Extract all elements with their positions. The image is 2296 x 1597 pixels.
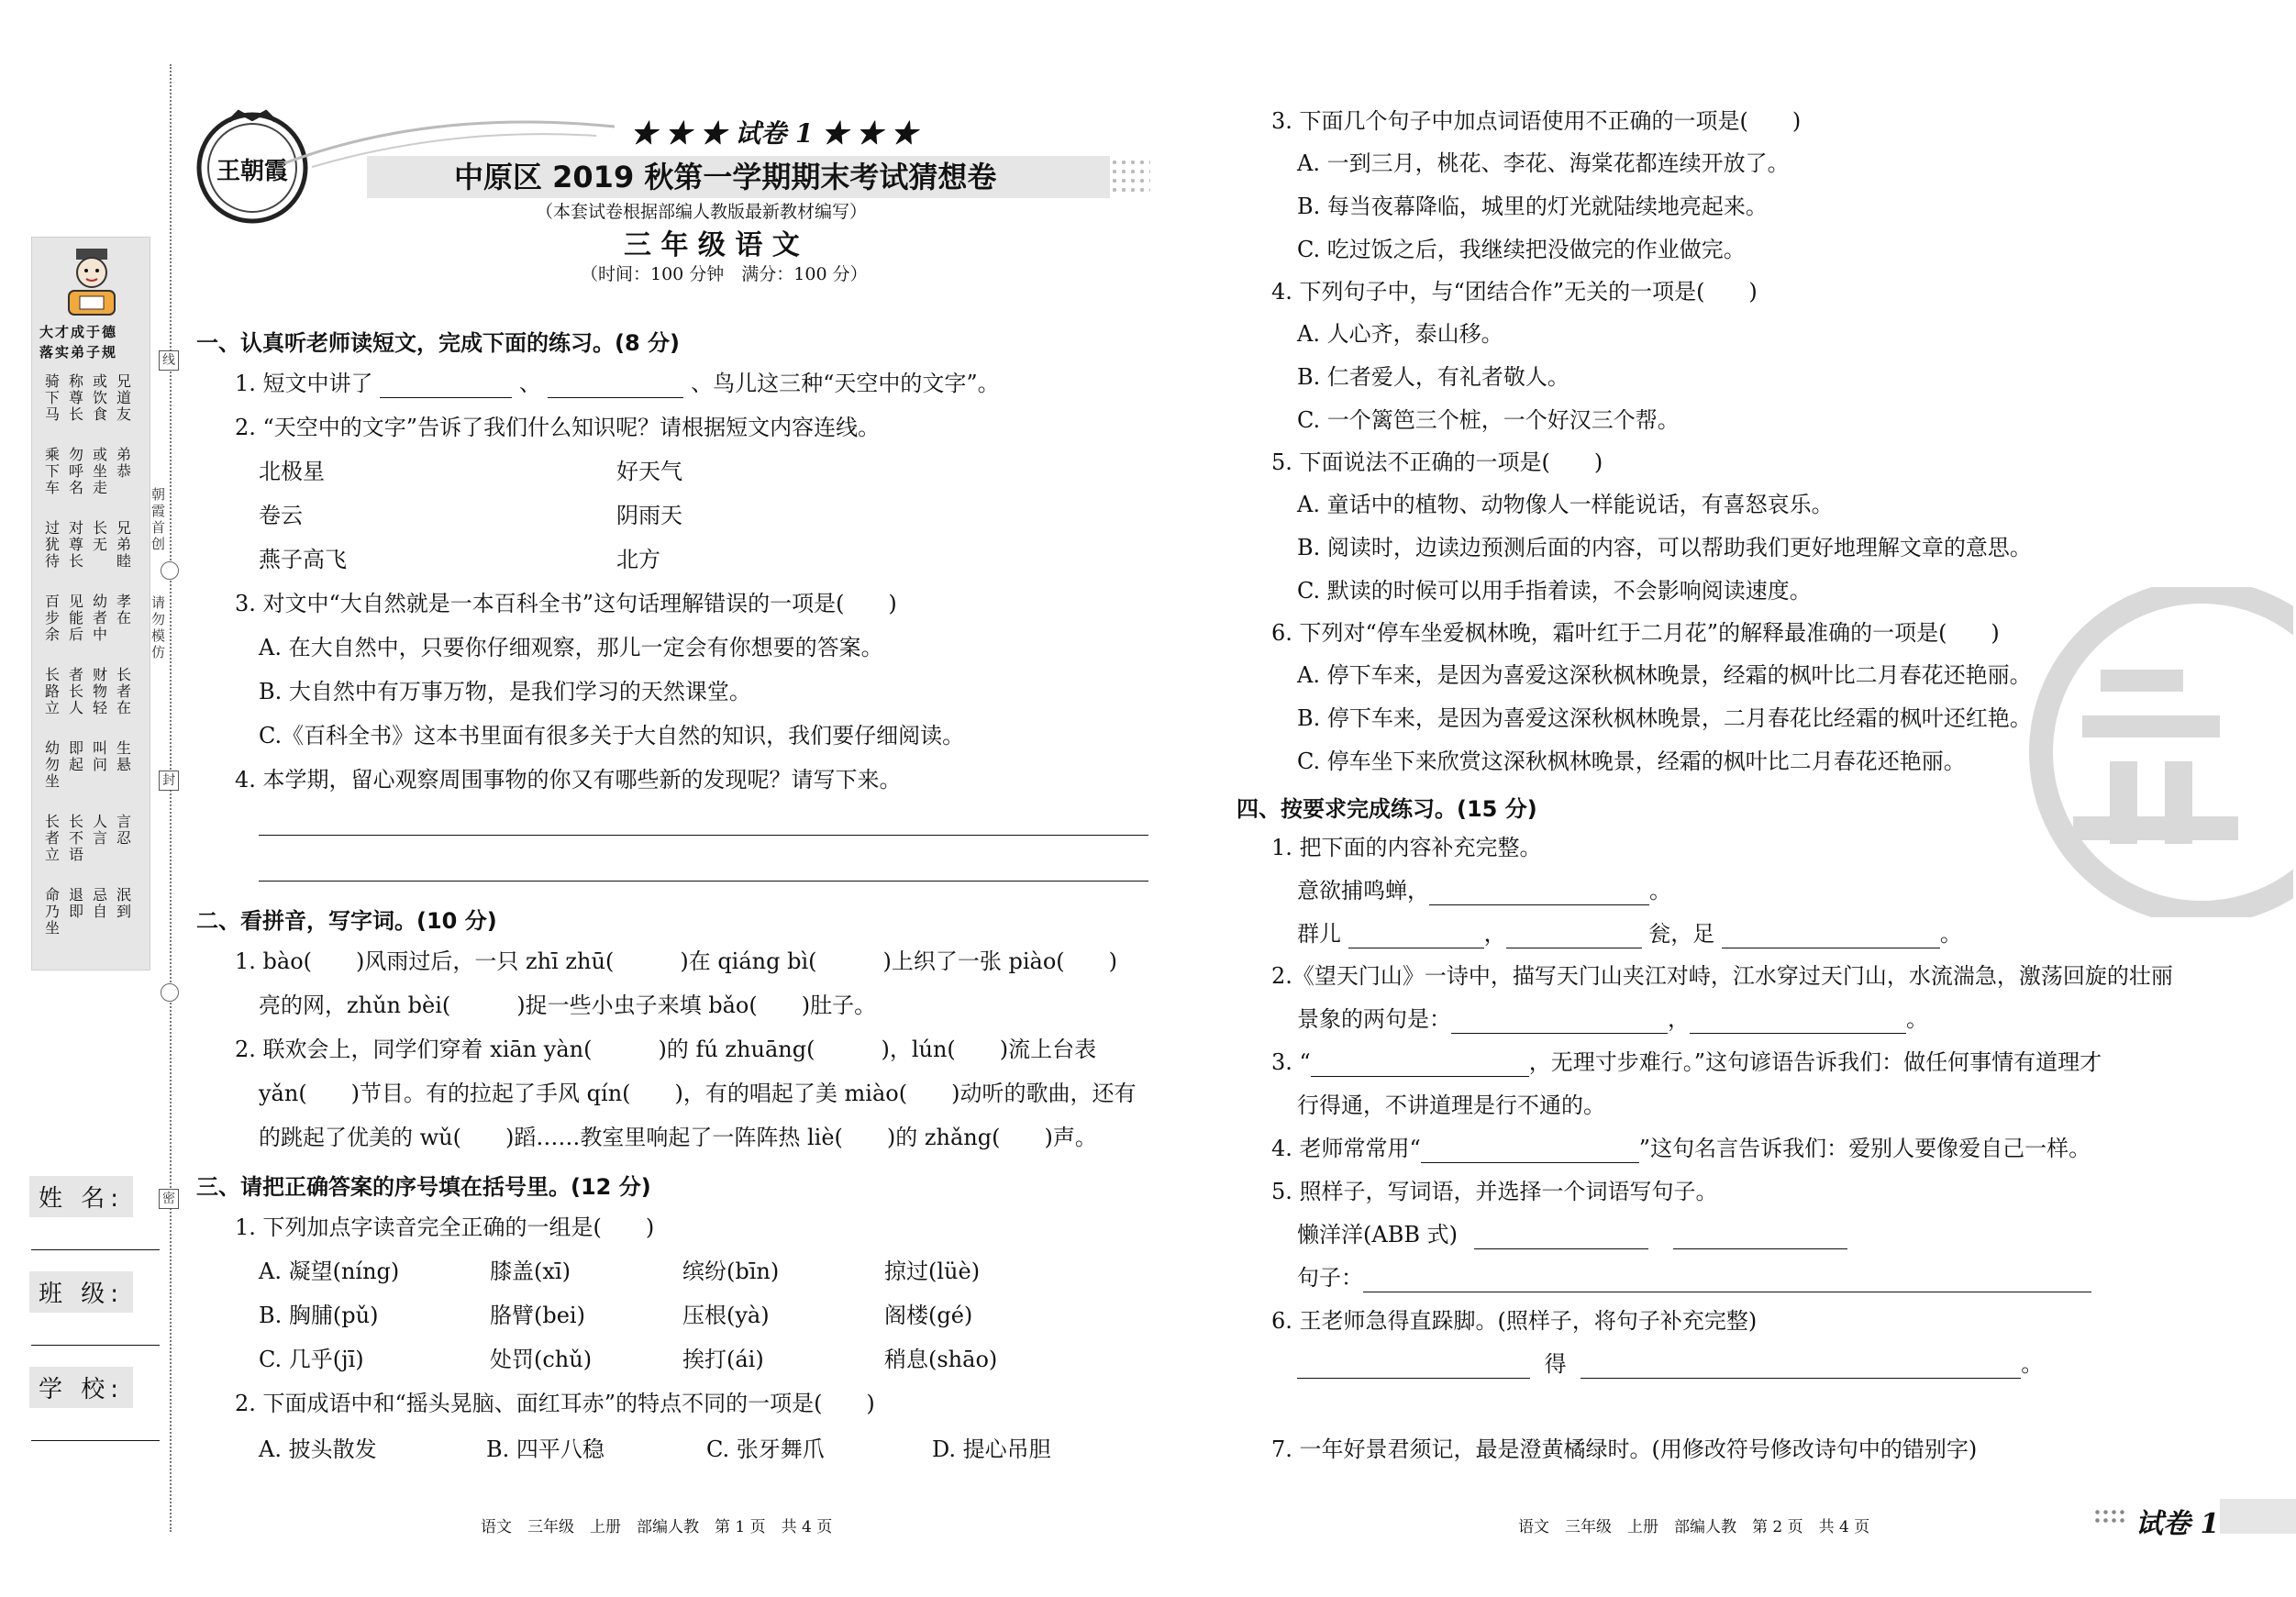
q3-1-c-1[interactable]: C. 几乎(jī)	[259, 1347, 364, 1372]
sidebar-column: 命乃坐	[45, 886, 61, 937]
match-left-1[interactable]: 北极星	[259, 459, 325, 484]
seal-mark-xian: 线	[159, 350, 179, 371]
q2-2-line-1[interactable]: 2. 联欢会上，同学们穿着 xiān yàn( )的 fú zhuāng( )，lún( )流上台表	[235, 1037, 1097, 1062]
match-left-2[interactable]: 卷云	[259, 503, 303, 528]
q4-2-line-1: 2.《望天门山》一诗中，描写天门山夹江对峙，江水穿过天门山，水流湍急，激荡回旋的壮丽	[1271, 963, 2173, 989]
watermark-seal	[2018, 587, 2293, 917]
match-right-3[interactable]: 北方	[616, 547, 660, 572]
sidebar-column: 泯到	[116, 886, 132, 920]
q3-6-option-b[interactable]: B. 停下车来，是因为喜爱这深秋枫林晚景，二月春花比经霜的枫叶还红艳。	[1297, 705, 2032, 731]
q3-1-b-4: 阁楼(gé)	[884, 1303, 973, 1328]
q1-3-option-c[interactable]: C.《百科全书》这本书里面有很多关于大自然的知识，我们要仔细阅读。	[259, 723, 965, 749]
sidebar-column: 兄道友	[116, 372, 132, 423]
q4-5-word-blank-1[interactable]	[1474, 1225, 1648, 1249]
exam-subject: 三 年 级 语 文	[624, 229, 800, 261]
binding-hole-2	[161, 983, 179, 1002]
exam-badge: ★ ★ ★ 试卷 1 ★ ★ ★	[631, 118, 917, 149]
exam-time-info: （时间：100 分钟 满分：100 分）	[581, 264, 868, 284]
q4-1-b-end: 。	[1939, 921, 1962, 947]
q4-2-blank-2[interactable]	[1690, 1010, 1906, 1034]
q3-2-option-d[interactable]: D. 提心吊胆	[932, 1436, 1051, 1462]
match-left-3[interactable]: 燕子高飞	[259, 547, 347, 572]
section-4-title: 四、按要求完成练习。(15 分)	[1237, 796, 1537, 822]
sidebar-column: 长不语	[69, 813, 84, 863]
name-label: 姓 名:	[29, 1176, 133, 1217]
sidebar-motto-panel	[31, 237, 150, 970]
sidebar-column: 勿呼名	[69, 446, 84, 496]
q4-5-sentence-label: 句子：	[1297, 1265, 1363, 1291]
q1-3: 3. 对文中“大自然就是一本百科全书”这句话理解错误的一项是( )	[235, 591, 897, 616]
section-2-title: 二、看拼音，写字词。(10 分)	[196, 908, 497, 934]
q4-5-example: 懒洋洋(ABB 式)	[1297, 1222, 1458, 1248]
q3-1-a-2: 膝盖(xī)	[490, 1259, 571, 1284]
q4-1-b	[1297, 919, 1962, 948]
sidebar-column: 长路立	[45, 666, 61, 716]
q3-1-b-2: 胳臂(bei)	[490, 1303, 585, 1328]
q4-4-lead: 4. 老师常常用“	[1271, 1136, 1421, 1161]
q4-2-end: 。	[1906, 1006, 1928, 1032]
q2-2-line-2[interactable]: yǎn( )节目。有的拉起了手风 qín( )，有的唱起了美 miào( )动听的歌曲，还有	[259, 1081, 1137, 1106]
sidebar-column: 长无	[93, 519, 108, 553]
q2-1-line-1[interactable]: 1. bào( )风雨过后，一只 zhī zhū( )在 qiáng bì( )上织了一张 piào( )	[235, 948, 1118, 974]
name-field[interactable]	[31, 1249, 160, 1250]
q3-1-a-4: 掠过(lüè)	[884, 1259, 981, 1284]
sidebar-column: 叫问	[93, 739, 108, 773]
q3-5: 5. 下面说法不正确的一项是( )	[1271, 449, 1603, 475]
q3-2-option-a[interactable]: A. 披头散发	[259, 1436, 377, 1462]
sidebar-column: 即起	[69, 739, 84, 773]
sidebar-column: 人言	[93, 813, 108, 847]
sidebar-column: 言忍	[116, 813, 132, 847]
q4-5-a	[1297, 1220, 1847, 1249]
sidebar-column: 称尊长	[69, 372, 84, 423]
q3-4-option-b[interactable]: B. 仁者爱人，有礼者敬人。	[1297, 364, 1569, 390]
class-field[interactable]	[31, 1345, 160, 1346]
q4-4-tail: ”这句名言告诉我们：爱别人要像爱自己一样。	[1638, 1136, 2091, 1161]
q3-1-b-1[interactable]: B. 胸脯(pǔ)	[259, 1303, 379, 1328]
q4-2-line-2	[1297, 1004, 1928, 1034]
q4-6-blank-2[interactable]	[1581, 1355, 2021, 1379]
seal-mark-feng: 封	[159, 771, 179, 791]
sidebar-column: 兄弟睦	[116, 519, 132, 570]
corner-badge: 试卷 1	[2135, 1508, 2220, 1540]
match-right-1[interactable]: 好天气	[616, 459, 682, 484]
q3-5-option-a[interactable]: A. 童话中的植物、动物像人一样能说话，有喜怒哀乐。	[1297, 492, 1834, 517]
q2-1-line-2[interactable]: 亮的网，zhǔn bèi( )捉一些小虫子来填 bǎo( )肚子。	[259, 993, 877, 1018]
q4-7: 7. 一年好景君须记，最是澄黄橘绿时。(用修改符号修改诗句中的错别字)	[1271, 1436, 1978, 1462]
q4-6: 6. 王老师急得直跺脚。(照样子，将句子补充完整)	[1271, 1308, 1758, 1334]
section-1-title: 一、认真听老师读短文，完成下面的练习。(8 分)	[196, 330, 680, 356]
q1-1-sep: 、	[518, 371, 541, 396]
sidebar-column: 孝在	[116, 593, 132, 627]
q4-3-lead: 3. “	[1271, 1049, 1311, 1075]
seal-mark-mi: 密	[159, 1189, 179, 1209]
q1-4: 4. 本学期，留心观察周围事物的你又有哪些新的发现呢？请写下来。	[235, 767, 902, 793]
q3-3-option-a[interactable]: A. 一到三月，桃花、李花、海棠花都连续开放了。	[1297, 150, 1790, 176]
q3-4-option-a[interactable]: A. 人心齐，泰山移。	[1297, 321, 1503, 347]
q3-6-option-c[interactable]: C. 停车坐下来欣赏这深秋枫林晚景，经霜的枫叶比二月春花还艳丽。	[1297, 749, 1966, 774]
q4-1-b-blank-1[interactable]	[1348, 925, 1484, 948]
sidebar-motto-2: 落实弟子规	[39, 344, 118, 360]
q4-5-b	[1297, 1263, 2091, 1292]
q4-1-b-text-1: 群儿	[1297, 921, 1341, 947]
q3-1-c-2: 处罚(chǔ)	[490, 1347, 593, 1372]
q3-2-option-b[interactable]: B. 四平八稳	[486, 1436, 605, 1462]
q3-2-option-c[interactable]: C. 张牙舞爪	[706, 1436, 825, 1462]
q3-3: 3. 下面几个句子中加点词语使用不正确的一项是( )	[1271, 108, 1802, 134]
q3-1-c-3: 挨打(ái)	[682, 1347, 764, 1372]
q1-1-blank-2[interactable]	[548, 374, 683, 398]
q4-1-b-text-2: ，	[1483, 921, 1506, 947]
sidebar-column: 过犹待	[45, 519, 61, 570]
q4-1: 1. 把下面的内容补充完整。	[1271, 835, 1542, 860]
q3-5-option-c[interactable]: C. 默读的时候可以用手指着读，不会影响阅读速度。	[1297, 578, 1812, 604]
sidebar-column: 或饮食	[93, 372, 108, 423]
q4-6-end: 。	[2021, 1351, 2044, 1377]
q4-1-a	[1297, 876, 1671, 905]
sidebar-column: 者长人	[69, 666, 84, 716]
corner-badge-band	[2220, 1499, 2296, 1534]
sidebar-column: 百步余	[45, 593, 61, 643]
q4-5-word-blank-2[interactable]	[1673, 1225, 1847, 1249]
exam-title: 中原区 2019 秋第一学期期末考试猜想卷	[454, 160, 997, 194]
sidebar-column: 长者在	[116, 666, 132, 716]
q4-3-line-1	[1271, 1048, 2102, 1077]
exam-subtitle: （本套试卷根据部编人教版最新教材编写）	[536, 202, 868, 222]
cartoon-scholar	[60, 245, 124, 318]
q4-1-b-blank-2[interactable]	[1506, 925, 1642, 948]
sidebar-column: 幼者中	[93, 593, 108, 643]
q1-3-option-b[interactable]: B. 大自然中有万事万物，是我们学习的天然课堂。	[259, 679, 751, 704]
logo-text: 王朝霞	[216, 158, 288, 185]
match-right-2[interactable]: 阴雨天	[616, 503, 682, 528]
sidebar-column: 见能后	[69, 593, 84, 643]
vertical-note-1: 朝霞首创	[151, 486, 166, 552]
school-field[interactable]	[31, 1440, 160, 1441]
sidebar-column: 弟恭	[116, 446, 132, 480]
q4-1-a-end: 。	[1649, 878, 1671, 904]
sidebar-column: 财物轻	[93, 666, 108, 716]
sidebar-column: 长者立	[45, 813, 61, 863]
sidebar-column: 骑下马	[45, 372, 61, 423]
sidebar-column: 或坐走	[93, 446, 108, 496]
q4-1-a-text: 意欲捕鸣蝉，	[1297, 878, 1429, 904]
q3-6-option-a[interactable]: A. 停下车来，是因为喜爱这深秋枫林晚景，经霜的枫叶比二月春花还艳丽。	[1297, 662, 2032, 688]
q1-1-lead: 1. 短文中讲了	[235, 371, 373, 396]
q4-6-mid: 得	[1544, 1351, 1567, 1377]
q3-3-option-c[interactable]: C. 吃过饭之后，我继续把没做完的作业做完。	[1297, 237, 1746, 262]
q3-6: 6. 下列对“停车坐爱枫林晚，霜叶红于二月花”的解释最准确的一项是( )	[1271, 620, 2000, 646]
sidebar-column: 忌自	[93, 886, 108, 920]
q1-1-blank-1[interactable]	[380, 374, 512, 398]
sidebar-motto-1: 大才成于德	[39, 324, 118, 340]
q3-1-a-1[interactable]: A. 凝望(níng)	[259, 1259, 400, 1284]
q4-2-mid: ，	[1668, 1006, 1690, 1032]
q1-4-answer-line-1[interactable]	[259, 835, 1148, 836]
q1-1	[235, 369, 1000, 398]
class-label: 班 级:	[29, 1271, 133, 1313]
sidebar-column: 生悬	[116, 739, 132, 773]
q4-3-tail: ，无理寸步难行。”这句谚语告诉我们：做任何事情有道理才	[1528, 1049, 2102, 1075]
q4-3-blank[interactable]	[1311, 1053, 1529, 1077]
q1-1-tail: 、鸟儿这三种“天空中的文字”。	[691, 371, 1000, 396]
q1-3-option-a[interactable]: A. 在大自然中，只要你仔细观察，那儿一定会有你想要的答案。	[259, 635, 883, 660]
binding-line	[170, 64, 172, 1532]
q3-4-option-c[interactable]: C. 一个篱笆三个桩，一个好汉三个帮。	[1297, 407, 1680, 433]
q2-2-line-3[interactable]: 的跳起了优美的 wǔ( )蹈……教室里响起了一阵阵热 liè( )的 zhǎng( )声。	[259, 1125, 1097, 1150]
q3-1: 1. 下列加点字读音完全正确的一组是( )	[235, 1214, 655, 1240]
q4-2-blank-1[interactable]	[1451, 1010, 1668, 1034]
section-3-title: 三、请把正确答案的序号填在括号里。(12 分)	[196, 1174, 651, 1200]
sidebar-column: 对尊长	[69, 519, 84, 570]
q3-2: 2. 下面成语中和“摇头晃脑、面红耳赤”的特点不同的一项是( )	[235, 1391, 875, 1416]
sidebar-column: 乘下车	[45, 446, 61, 496]
q4-5-sentence-blank[interactable]	[1363, 1269, 2091, 1292]
q4-6-answer	[1297, 1349, 2043, 1379]
sidebar-column: 退即	[69, 886, 84, 920]
q4-1-a-blank[interactable]	[1429, 882, 1649, 905]
left-page-footer: 语文 三年级 上册 部编人教 第 1 页 共 4 页	[481, 1518, 833, 1536]
vertical-note-2: 请勿模仿	[151, 594, 166, 660]
q4-6-blank-1[interactable]	[1297, 1355, 1530, 1379]
q1-4-answer-line-2[interactable]	[259, 881, 1148, 882]
right-page-footer: 语文 三年级 上册 部编人教 第 2 页 共 4 页	[1518, 1518, 1870, 1536]
q1-2: 2. “天空中的文字”告诉了我们什么知识呢？请根据短文内容连线。	[235, 415, 881, 440]
q4-2-lead: 景象的两句是：	[1297, 1006, 1451, 1032]
q3-4: 4. 下列句子中，与“团结合作”无关的一项是( )	[1271, 279, 1758, 305]
q4-4	[1271, 1134, 2091, 1163]
title-band-dots	[1110, 158, 1150, 196]
sidebar-text-columns	[32, 373, 151, 960]
binding-hole-1	[161, 561, 179, 580]
q4-5: 5. 照样子，写词语，并选择一个词语写句子。	[1271, 1179, 1718, 1204]
q3-1-a-3: 缤纷(bīn)	[682, 1259, 780, 1284]
sidebar-column: 幼勿坐	[45, 739, 61, 790]
q3-1-c-4: 稍息(shāo)	[884, 1347, 998, 1372]
q4-3-line-2: 行得通，不讲道理是行不通的。	[1297, 1092, 1605, 1118]
q4-1-b-text-3: 瓮，足	[1648, 921, 1715, 947]
q3-5-option-b[interactable]: B. 阅读时，边读边预测后面的内容，可以帮助我们更好地理解文章的意思。	[1297, 535, 2032, 560]
q4-1-b-blank-3[interactable]	[1722, 925, 1940, 948]
corner-badge-dots	[2093, 1508, 2126, 1526]
q3-1-b-3: 压根(yà)	[682, 1303, 770, 1328]
q3-3-option-b[interactable]: B. 每当夜幕降临，城里的灯光就陆续地亮起来。	[1297, 194, 1768, 219]
school-label: 学 校:	[29, 1367, 133, 1408]
q4-4-blank[interactable]	[1421, 1139, 1639, 1163]
